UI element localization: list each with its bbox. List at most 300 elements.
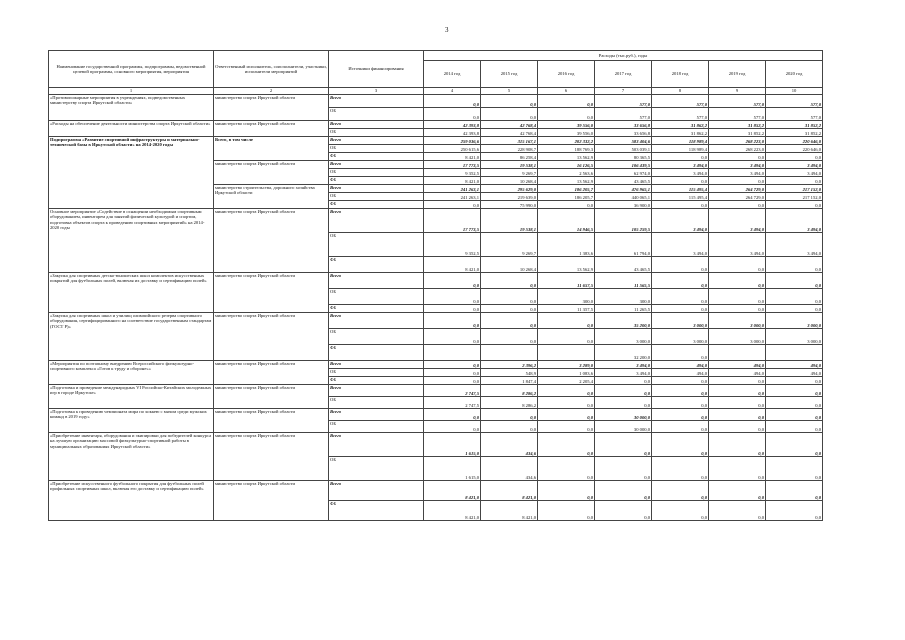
value-cell: 0,0 [766, 257, 823, 273]
value-cell: 300,0 [595, 289, 652, 305]
value-cell: 0,0 [595, 433, 652, 457]
table-row [49, 409, 823, 421]
value-cell: 0,0 [481, 421, 538, 433]
value-cell: 0,0 [481, 95, 538, 108]
value-cell: 0,0 [538, 313, 595, 329]
value-cell: 3 000,0 [766, 329, 823, 345]
value-cell: 268 223,0 [709, 145, 766, 153]
value-cell: 0,0 [538, 397, 595, 409]
value-cell: 31 852,2 [709, 129, 766, 137]
value-cell: 11 265,5 [595, 305, 652, 313]
value-cell: 2 563,6 [538, 169, 595, 177]
value-cell: 0,0 [424, 329, 481, 345]
value-cell: 3 000,0 [652, 329, 709, 345]
value-cell: 0,0 [766, 397, 823, 409]
row-source: ОБ [329, 369, 424, 377]
row-source: ОБ [329, 193, 424, 201]
value-cell: 80 365,5 [595, 153, 652, 161]
value-cell: 300,0 [538, 289, 595, 305]
value-cell: 0,0 [481, 409, 538, 421]
value-cell: 0,0 [652, 409, 709, 421]
row-source: ОБ [329, 421, 424, 433]
value-cell: 0,0 [766, 305, 823, 313]
row-executor: министерство спорта Иркутской области [214, 361, 329, 385]
value-cell: 10 268,4 [481, 177, 538, 185]
row-executor: министерство спорта Иркутской области [214, 433, 329, 481]
value-cell: 8 421,0 [424, 501, 481, 521]
value-cell: 0,0 [652, 385, 709, 397]
value-cell: 0,0 [766, 377, 823, 385]
value-cell: 35 200,0 [595, 313, 652, 329]
value-cell: 241 263,1 [424, 193, 481, 201]
value-cell: 0,0 [481, 108, 538, 121]
row-source: ОБ [329, 145, 424, 153]
column-number: 3 [329, 88, 424, 95]
row-source: ОБ [329, 233, 424, 257]
value-cell: 0,0 [652, 273, 709, 289]
value-cell: 0,0 [652, 397, 709, 409]
header-year: 2017 год [595, 61, 652, 88]
value-cell: 0,0 [709, 305, 766, 313]
value-cell: 3 494,0 [766, 233, 823, 257]
column-number: 10 [766, 88, 823, 95]
value-cell: 0,0 [709, 273, 766, 289]
value-cell: 434,6 [481, 457, 538, 481]
header-name: Наименование государственной программы, подпрограммы, ведомственной целевой программы, основного мероприятия, мероприятия [49, 51, 214, 88]
value-cell: 217 152,0 [766, 193, 823, 201]
value-cell: 86 258,4 [481, 153, 538, 161]
header-year: 2015 год [481, 61, 538, 88]
row-name: «Закупка для спортивных школ и училищ олимпийского резерва спортивного оборудования, сертифицированного на соответствие государственным стандартам (ГОСТ Р)» [49, 313, 214, 361]
value-cell: 0,0 [709, 409, 766, 421]
value-cell: 0,0 [709, 289, 766, 305]
value-cell: 0,0 [424, 201, 481, 209]
value-cell: 0,0 [709, 421, 766, 433]
value-cell: 0,0 [709, 377, 766, 385]
row-name: «Приобретение искусственного футбольного покрытия для футбольных полей профильных спортивных школ, включая его доставку и сертификацию полей» [49, 481, 214, 521]
row-source: ОБ [329, 329, 424, 345]
value-cell: 0,0 [481, 289, 538, 305]
row-executor: министерство спорта Иркутской области [214, 313, 329, 361]
row-source: Всего [329, 185, 424, 193]
table-body [49, 51, 823, 521]
value-cell: 0,0 [538, 457, 595, 481]
table-row [49, 433, 823, 457]
column-number: 4 [424, 88, 481, 95]
row-source: ОБ [329, 129, 424, 137]
value-cell: 9 269,7 [481, 233, 538, 257]
value-cell: 9 269,7 [481, 169, 538, 177]
value-cell: 8 421,0 [424, 481, 481, 501]
value-cell: 106 439,5 [595, 161, 652, 169]
value-cell: 494,0 [709, 361, 766, 369]
row-source: ФБ [329, 177, 424, 185]
value-cell: 186 205,7 [538, 193, 595, 201]
value-cell: 440 065,1 [595, 193, 652, 201]
value-cell: 31 862,2 [652, 129, 709, 137]
row-source: Всего [329, 161, 424, 169]
value-cell: 577,0 [652, 95, 709, 108]
value-cell: 0,0 [424, 377, 481, 385]
header-source: Источники финансирования [329, 51, 424, 88]
value-cell: 1 083,6 [538, 369, 595, 377]
value-cell: 0,0 [652, 201, 709, 209]
value-cell: 259 036,6 [424, 137, 481, 145]
row-name: «Приобретение инвентаря, оборудования и экипировки для победителей конкурса на лучшую организацию массовой физкультурно-спортивной работы в муниципальных образованиях Иркутской области» [49, 433, 214, 481]
value-cell: 30 000,0 [595, 421, 652, 433]
header-year: 2014 год [424, 61, 481, 88]
header-year: 2018 год [652, 61, 709, 88]
value-cell: 31 862,2 [652, 121, 709, 129]
value-cell: 8 421,0 [481, 501, 538, 521]
row-source: ФБ [329, 377, 424, 385]
value-cell: 0,0 [766, 385, 823, 397]
row-source: ФБ [329, 153, 424, 161]
row-executor: министерство спорта Иркутской области [214, 385, 329, 409]
value-cell: 315 167,1 [481, 137, 538, 145]
value-cell: 3 494,0 [766, 209, 823, 233]
value-cell: 30 000,0 [595, 409, 652, 421]
row-source: ФБ [329, 345, 424, 361]
value-cell: 8 421,0 [424, 257, 481, 273]
value-cell: 31 852,2 [709, 121, 766, 129]
value-cell: 295 629,0 [481, 185, 538, 193]
value-cell: 220 646,0 [766, 137, 823, 145]
value-cell: 3 000,0 [709, 329, 766, 345]
value-cell: 577,0 [595, 108, 652, 121]
value-cell: 2 747,5 [424, 385, 481, 397]
value-cell: 39 556,0 [538, 129, 595, 137]
value-cell: 577,0 [595, 95, 652, 108]
value-cell: 43 465,5 [595, 257, 652, 273]
row-name: Основное мероприятие «Содействие в оснащении необходимым спортивным оборудованием, инвентарем для занятий физической культурой и спортом, подготовка объектов спорта к проведению спортивных мероприятий» на 2014-2020 годы [49, 209, 214, 273]
value-cell: 105 259,5 [595, 209, 652, 233]
value-cell: 3 494,0 [652, 209, 709, 233]
value-cell: 42 393,8 [424, 121, 481, 129]
value-cell: 577,0 [766, 108, 823, 121]
value-cell: 17 773,5 [424, 209, 481, 233]
value-cell: 0,0 [766, 409, 823, 421]
row-source: ОБ [329, 397, 424, 409]
row-source: Всего [329, 313, 424, 329]
value-cell: 13 562,9 [538, 177, 595, 185]
table-row [49, 95, 823, 108]
value-cell: 268 223,0 [709, 137, 766, 145]
value-cell: 0,0 [538, 481, 595, 501]
value-cell: 39 556,0 [538, 121, 595, 129]
column-number: 5 [481, 88, 538, 95]
table-row [49, 137, 823, 145]
value-cell: 577,0 [709, 95, 766, 108]
value-cell: 0,0 [595, 481, 652, 501]
value-cell: 0,0 [766, 289, 823, 305]
value-cell: 11 357,5 [538, 305, 595, 313]
table-row [49, 273, 823, 289]
value-cell: 0,0 [766, 481, 823, 501]
value-cell: 1 615,0 [424, 433, 481, 457]
value-cell: 62 974,0 [595, 169, 652, 177]
column-number: 6 [538, 88, 595, 95]
value-cell: 0,0 [538, 421, 595, 433]
value-cell: 0,0 [652, 481, 709, 501]
value-cell: 0,0 [595, 501, 652, 521]
value-cell: 11 657,5 [538, 273, 595, 289]
value-cell: 494,0 [709, 369, 766, 377]
value-cell: 0,0 [595, 377, 652, 385]
header-year: 2020 год [766, 61, 823, 88]
value-cell: 583 404,6 [595, 137, 652, 145]
value-cell: 0,0 [652, 257, 709, 273]
value-cell: 3 494,0 [766, 161, 823, 169]
value-cell: 61 794,0 [595, 233, 652, 257]
value-cell: 0,0 [595, 397, 652, 409]
value-cell: 264 729,0 [709, 193, 766, 201]
value-cell: 0,0 [424, 95, 481, 108]
column-number: 8 [652, 88, 709, 95]
row-name: «Закупка для спортивных детско-юношеских школ комплектов искусственных покрытий для футбольных полей, включая их доставку и сертификацию полей» [49, 273, 214, 313]
row-source: ОБ [329, 457, 424, 481]
value-cell: 0,0 [481, 273, 538, 289]
value-cell: 1 847,4 [481, 377, 538, 385]
value-cell: 0,0 [709, 433, 766, 457]
value-cell: 220 646,0 [766, 145, 823, 153]
value-cell: 0,0 [652, 433, 709, 457]
row-name: Подпрограмма «Развитие спортивной инфраструктуры и материально-технической базы в Иркутской области» на 2014-2020 годы [49, 137, 214, 209]
value-cell: 0,0 [424, 369, 481, 377]
value-cell: 0,0 [766, 501, 823, 521]
value-cell: 13 562,9 [538, 257, 595, 273]
value-cell: 0,0 [709, 481, 766, 501]
value-cell: 0,0 [709, 257, 766, 273]
row-source: ФБ [329, 305, 424, 313]
row-executor: министерство спорта Иркутской области [214, 161, 329, 185]
value-cell: 494,0 [766, 361, 823, 369]
value-cell: 42 768,4 [481, 129, 538, 137]
row-source: Всего [329, 481, 424, 501]
value-cell: 118 989,4 [652, 145, 709, 153]
row-source: Всего [329, 121, 424, 129]
value-cell: 0,0 [481, 305, 538, 313]
value-cell: 0,0 [652, 345, 709, 361]
value-cell: 42 393,8 [424, 129, 481, 137]
value-cell: 0,0 [481, 313, 538, 329]
value-cell: 0,0 [481, 329, 538, 345]
value-cell: 577,0 [766, 95, 823, 108]
value-cell: 36 900,0 [595, 201, 652, 209]
value-cell: 0,0 [652, 501, 709, 521]
value-cell: 0,0 [424, 273, 481, 289]
value-cell: 3 494,0 [709, 169, 766, 177]
row-source: ОБ [329, 108, 424, 121]
value-cell: 0,0 [766, 273, 823, 289]
value-cell: 75 990,0 [481, 201, 538, 209]
value-cell: 0,0 [766, 457, 823, 481]
value-cell: 13 562,9 [538, 153, 595, 161]
value-cell: 188 769,3 [538, 145, 595, 153]
value-cell: 0,0 [652, 305, 709, 313]
value-cell: 577,0 [652, 108, 709, 121]
column-number: 2 [214, 88, 329, 95]
column-number: 1 [49, 88, 214, 95]
value-cell: 0,0 [424, 409, 481, 421]
value-cell: 2 396,2 [481, 361, 538, 369]
value-cell: 0,0 [538, 329, 595, 345]
value-cell: 503 039,1 [595, 145, 652, 153]
value-cell: 0,0 [766, 421, 823, 433]
row-executor: министерство спорта Иркутской области [214, 121, 329, 137]
value-cell: 0,0 [538, 409, 595, 421]
value-cell: 33 656,8 [595, 129, 652, 137]
header-executor: Ответственный исполнитель, соисполнители, участники, исполнители мероприятий [214, 51, 329, 88]
value-cell [766, 345, 823, 361]
table-row [49, 209, 823, 233]
row-name: «Подготовка и проведение международных VI Российско-Китайских молодежных игр в городе Иркутске» [49, 385, 214, 409]
value-cell: 494,0 [652, 369, 709, 377]
value-cell: 0,0 [652, 377, 709, 385]
value-cell: 0,0 [652, 177, 709, 185]
value-cell: 0,0 [709, 457, 766, 481]
value-cell [481, 345, 538, 361]
row-source: Всего [329, 209, 424, 233]
row-executor: министерство спорта Иркутской области [214, 273, 329, 313]
value-cell: 9 352,5 [424, 169, 481, 177]
value-cell: 0,0 [424, 289, 481, 305]
value-cell: 8 286,2 [481, 397, 538, 409]
value-cell: 42 768,4 [481, 121, 538, 129]
row-source: Всего [329, 95, 424, 108]
value-cell: 0,0 [424, 305, 481, 313]
row-source: Всего [329, 361, 424, 369]
row-executor: министерство спорта Иркутской области [214, 481, 329, 521]
value-cell: 0,0 [766, 201, 823, 209]
value-cell: 115 495,4 [652, 193, 709, 201]
value-cell: 14 946,5 [538, 209, 595, 233]
value-cell: 219 639,0 [481, 193, 538, 201]
row-executor: министерство спорта Иркутской области [214, 95, 329, 121]
table-row [49, 313, 823, 329]
value-cell: 8 286,2 [481, 385, 538, 397]
value-cell: 8 421,0 [424, 177, 481, 185]
value-cell: 0,0 [709, 201, 766, 209]
table-row [49, 361, 823, 369]
value-cell: 0,0 [709, 397, 766, 409]
value-cell: 0,0 [595, 457, 652, 481]
value-cell: 3 494,0 [652, 233, 709, 257]
value-cell: 0,0 [538, 433, 595, 457]
row-source: ОБ [329, 169, 424, 177]
value-cell: 0,0 [766, 153, 823, 161]
value-cell: 202 332,2 [538, 137, 595, 145]
row-source: ФБ [329, 257, 424, 273]
value-cell: 494,0 [766, 369, 823, 377]
value-cell: 3 494,0 [652, 161, 709, 169]
value-cell: 0,0 [424, 313, 481, 329]
value-cell: 0,0 [424, 361, 481, 369]
value-cell: 31 852,2 [766, 129, 823, 137]
value-cell: 118 989,4 [652, 137, 709, 145]
value-cell: 19 538,1 [481, 161, 538, 169]
value-cell: 3 000,0 [595, 329, 652, 345]
value-cell: 228 908,7 [481, 145, 538, 153]
value-cell: 0,0 [652, 457, 709, 481]
value-cell: 0,0 [766, 177, 823, 185]
value-cell: 548,9 [481, 369, 538, 377]
value-cell: 17 773,5 [424, 161, 481, 169]
value-cell: 3 494,0 [595, 369, 652, 377]
value-cell: 0,0 [709, 153, 766, 161]
value-cell: 3 494,0 [766, 169, 823, 177]
value-cell: 3 000,0 [766, 313, 823, 329]
value-cell: 241 263,1 [424, 185, 481, 193]
value-cell: 3 000,0 [652, 313, 709, 329]
value-cell: 0,0 [652, 153, 709, 161]
value-cell: 3 494,0 [652, 169, 709, 177]
header-expenses: Расходы (тыс.руб.), годы [424, 51, 823, 61]
row-name: «Подготовка к проведению чемпионата мира по хоккею с мячом среди мужских команд в 2019 году» [49, 409, 214, 433]
column-number: 9 [709, 88, 766, 95]
value-cell: 186 205,7 [538, 185, 595, 193]
row-executor: Всего, в том числе [214, 137, 329, 161]
value-cell: 3 494,0 [709, 209, 766, 233]
value-cell: 32 200,0 [595, 345, 652, 361]
row-source: Всего [329, 385, 424, 397]
value-cell: 264 729,0 [709, 185, 766, 193]
row-executor: министерство спорта Иркутской области [214, 409, 329, 433]
value-cell [538, 345, 595, 361]
row-name: «Расходы на обеспечение деятельности министерства спорта Иркутской области» [49, 121, 214, 137]
value-cell: 1 383,6 [538, 233, 595, 257]
value-cell: 2 205,4 [538, 377, 595, 385]
value-cell: 0,0 [709, 385, 766, 397]
value-cell: 31 852,2 [766, 121, 823, 129]
value-cell: 0,0 [538, 385, 595, 397]
value-cell: 0,0 [538, 501, 595, 521]
row-source: ФБ [329, 201, 424, 209]
value-cell: 0,0 [538, 95, 595, 108]
value-cell: 8 421,0 [481, 481, 538, 501]
row-source: Всего [329, 433, 424, 457]
value-cell: 494,0 [652, 361, 709, 369]
value-cell: 115 495,4 [652, 185, 709, 193]
page-number: 3 [445, 26, 449, 34]
value-cell: 3 494,0 [709, 161, 766, 169]
value-cell [424, 345, 481, 361]
value-cell: 0,0 [424, 108, 481, 121]
value-cell: 0,0 [424, 421, 481, 433]
table-row [49, 481, 823, 501]
value-cell: 3 494,0 [709, 233, 766, 257]
table-row [49, 385, 823, 397]
header-year: 2019 год [709, 61, 766, 88]
row-source: ОБ [329, 289, 424, 305]
value-cell: 0,0 [538, 108, 595, 121]
value-cell: 10 268,4 [481, 257, 538, 273]
header-year: 2016 год [538, 61, 595, 88]
value-cell: 250 615,6 [424, 145, 481, 153]
value-cell: 0,0 [709, 177, 766, 185]
value-cell: 0,0 [652, 289, 709, 305]
value-cell: 3 289,0 [538, 361, 595, 369]
value-cell: 8 421,0 [424, 153, 481, 161]
row-name: «Мероприятия по поэтапному внедрению Всероссийского физкультурно-спортивного комплекса «Готов к труду и обороне»» [49, 361, 214, 385]
value-cell: 16 126,5 [538, 161, 595, 169]
value-cell: 0,0 [538, 201, 595, 209]
value-cell: 9 352,5 [424, 233, 481, 257]
column-number: 7 [595, 88, 652, 95]
value-cell: 2 747,5 [424, 397, 481, 409]
row-executor: министерство строительства, дорожного хозяйства Иркутской области [214, 185, 329, 209]
value-cell: 19 538,1 [481, 209, 538, 233]
